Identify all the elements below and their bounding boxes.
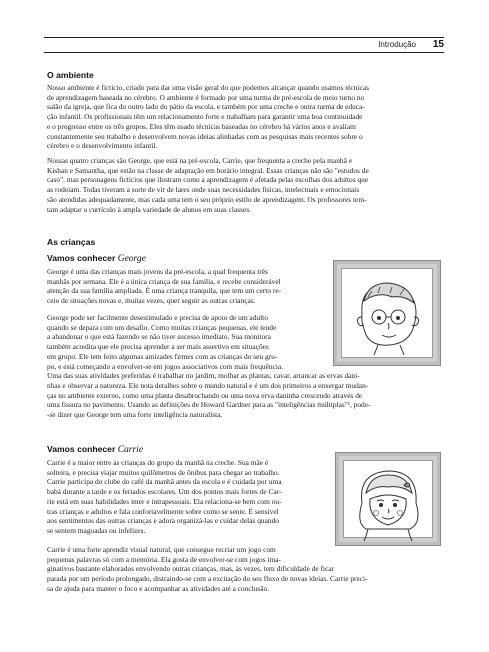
george-illustration — [334, 261, 440, 365]
paragraph-george-2: George pode ser facilmente desestimulado e precisa de apoio de um adulto quando se depara com um desafio. Como muitas crianças pequenas, ele tende a abandonar o que está fazendo se não tiver sucesso imediato. Sua monitora também acredita que ele precisa aprender a ser mais assertivo em situações em grupo. Ele tem feito algumas amizades firmes com as crianças do seu gru- po, e está começando a envolver-se em jogos associativos com mais frequência. Uma das suas atividades preferidas é trabalhar no jardim, molhar as plantas, cavar, arrancar as ervas dani- nhas e observar a natureza. Ele nota detalhes sobre o mundo natural e é um dos primeiros a enxergar mudan- ças no ambiente externo, como uma planta desabrochando ou uma nova erva daninha crescendo através de uma fissura no pavimento. Usando as definições de Howard Gardner para as "inteligências múltiplas"¹, pode- -se dizer que George tem uma forte inteligência naturalista. — [47, 313, 371, 420]
page-number: 15 — [432, 39, 444, 50]
heading-vamos-conhecer-carrie: Vamos conhecer Carrie — [47, 444, 144, 455]
paragraph-carrie-2: Carrie é uma forte aprendiz visual natural, que consegue recriar um jogo com pequenas palavras só com a memória. Ela gosta de envolver-se com jogos ima- ginativos bastante elaborados envolvendo outras crianças, mas, às vezes, tem dificuldade de ficar parada por um período prolongado, distraindo-se com a excitação do seu fluxo de novas ideias. Carrie preci- sa de ajuda para manter o foco e acompanhar as atividades até a conclusão. — [47, 545, 368, 593]
carrie-illustration — [336, 453, 440, 545]
paragraph-carrie-1: Carrie é a maior entre as crianças do grupo da manhã na creche. Sua mãe é solteira, e precisa viajar muitos quilômetros de ônibus para chegar ao trabalho. Carrie participa do clube do café da manhã antes da escola e é cuidada por uma babá durante a tarde e os feriados escolares. Um dos pontos mais fortes de Car- rie está em suas habilidades inter e intrapessoais. Ela relaciona-se bem com ou- tras crianças e adultos e fala confortavelmente sobre como se sente. É sensível aos sentimentos das outras crianças e adora organizá-las e cuidar delas quando se sentem magoadas ou infelizes. — [47, 458, 282, 535]
heading-as-criancas: As crianças — [47, 237, 96, 247]
header-section-title: Introdução — [378, 40, 416, 49]
heading-o-ambiente: O ambiente — [47, 70, 94, 80]
george-portrait-frame — [333, 260, 441, 366]
carrie-portrait-frame — [335, 452, 441, 546]
heading-vamos-conhecer-george: Vamos conhecer George — [47, 253, 146, 264]
heading-name-george: George — [117, 254, 146, 264]
heading-name-carrie: Carrie — [117, 445, 144, 455]
paragraph-ambiente-2: Nossas quatro crianças são George, que está na pré-escola, Carrie, que frequenta a creche pela manhã e Kishan e Samantha, que estão na classe de adaptação em horário integral. Essas crianças não são "estudos de caso", mas personagens fictícios que ilustram como a aprendizagem é afetada pelas escolhas dos adultos que as rodeiam. Todas tiveram a sorte de vir de lares onde suas necessidades físicas, intelectuais e emocionais são atendidas adequadamente, mas cada uma tem o seu próprio estilo de aprendizagem. Os professores tem- tam adaptar o currículo à ampla variedade de alunos em suas classes. — [47, 156, 369, 214]
paragraph-george-1: George é uma das crianças mais jovens da pré-escola, a qual frequenta três manhãs por semana. Ele é a única criança de sua família, e recebe considerável atenção da sua família ampliada. É uma criança tranquila, que tem um certo re- ceio de situações novas e, muitas vezes, quer seguir as outras crianças. — [47, 267, 282, 306]
paragraph-ambiente-1: Nosso ambiente é fictício, criado para dar uma visão geral do que podemos alcançar quando usamos técnicas de aprendizagem baseada no cérebro. O ambiente é formado por uma turma de pré-escola de meio turno no salão da igreja, que fica do outro lado do pátio da escola, e também por uma creche e outra turma de educa- ção infantil. Os profissionais têm um relacionamento forte e trabalham para garantir uma boa continuidade e o progresso entre os três grupos. Eles têm usado técnicas baseadas no cérebro há vários anos e avaliam constantemente seu trabalho e desenvolvem novas ideias alinhadas com as pesquisas mais recentes sobre o cérebro e o desenvolvimento infantil. — [47, 83, 369, 151]
running-header — [44, 37, 444, 53]
